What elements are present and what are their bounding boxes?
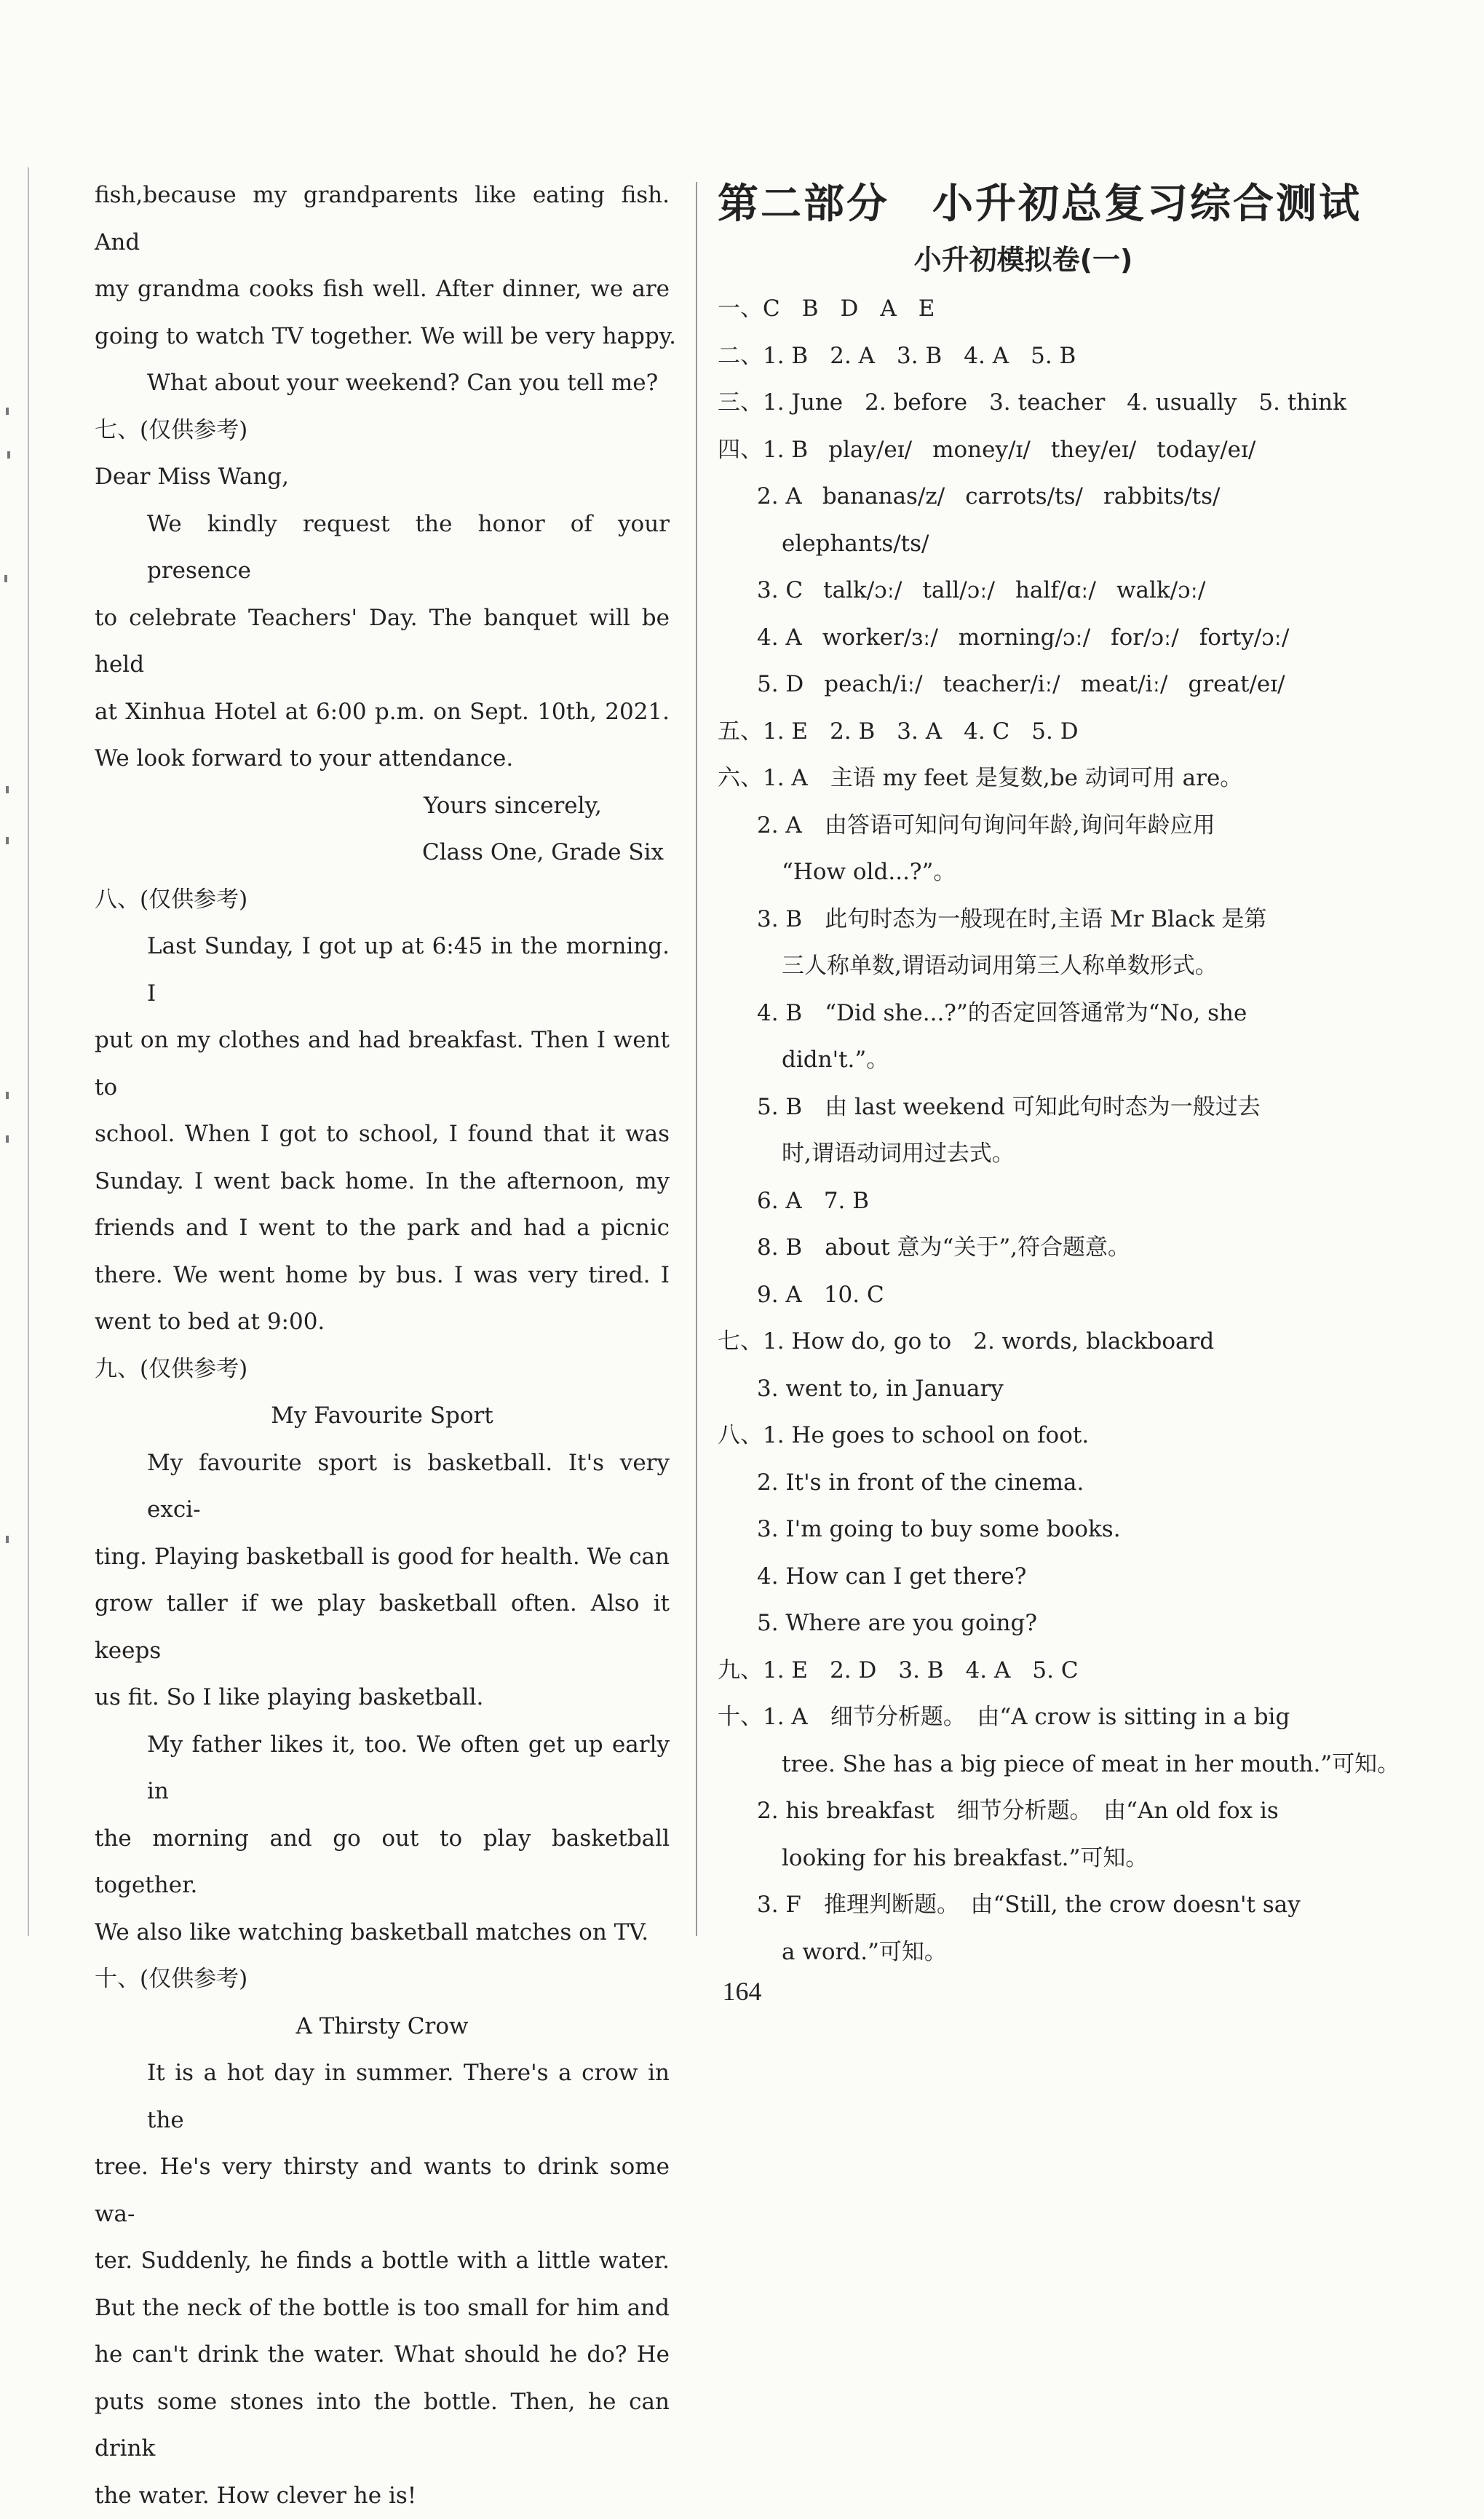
explanation-line: 2. A 由答语可知问句询问年龄,询问年龄应用 [718, 802, 1358, 849]
text-line: tree. He's very thirsty and wants to drink some wa- [95, 2143, 670, 2237]
explanation-line: looking for his breakfast.”可知。 [718, 1835, 1358, 1882]
phonics-line-4 [718, 567, 1358, 614]
phonics-word: morning/ɔː/ [959, 614, 1090, 662]
text-line: Yours sincerely, [95, 782, 670, 830]
phonics-word: carrots/ts/ [965, 473, 1083, 520]
answer: A [880, 295, 896, 322]
text-line: We also like watching basketball matches on TV. [95, 1909, 670, 1956]
answer: E [918, 295, 935, 322]
phonics-word: today/eɪ/ [1156, 427, 1255, 474]
scan-mark [7, 451, 10, 459]
answer-line: 2. It's in front of the cinema. [718, 1459, 1358, 1507]
answer: 三、1. June [718, 389, 843, 416]
answer-line-7 [718, 1272, 1358, 1319]
answer: 2. A [830, 343, 875, 369]
phonics-word: great/eɪ/ [1189, 661, 1285, 708]
text-line: 七、(仅供参考) [95, 407, 670, 454]
answer-line: 5. Where are you going? [718, 1600, 1358, 1647]
exam-subtitle: 小升初模拟卷(一) [718, 237, 1358, 282]
text-line: friends and I went to the park and had a picnic [95, 1205, 670, 1252]
text-line: But the neck of the bottle is too small for him and [95, 2285, 670, 2332]
explanation-line: 六、1. A 主语 my feet 是复数,be 动词可用 are。 [718, 755, 1358, 802]
phonics-word: half/ɑː/ [1015, 567, 1096, 614]
explanation-line: tree. She has a big piece of meat in her mouth.”可知。 [718, 1741, 1358, 1788]
phonics-word: teacher/iː/ [943, 661, 1060, 708]
text-line: put on my clothes and had breakfast. Then I went to [95, 1017, 670, 1111]
column-divider [696, 182, 697, 1936]
phonics-line-6 [718, 661, 1358, 708]
text-line: ter. Suddenly, he finds a bottle with a little water. [95, 2237, 670, 2285]
answer-line-6 [718, 1178, 1358, 1225]
text-line: my grandma cooks fish well. After dinner, we are [95, 266, 670, 313]
phonics-word: walk/ɔː/ [1116, 567, 1205, 614]
phonics-word: worker/ɜː/ [822, 614, 938, 662]
explanation-line: “How old...?”。 [718, 849, 1358, 896]
text-line: the morning and go out to play basketball together. [95, 1815, 670, 1909]
page-edge-line [28, 167, 29, 1936]
answer: 3. teacher [989, 389, 1105, 416]
answer: 七、1. How do, go to [718, 1328, 951, 1354]
scan-mark [6, 1135, 9, 1143]
answer-line-9 [718, 1647, 1358, 1694]
explanation-line: 时,谓语动词用过去式。 [718, 1130, 1358, 1178]
answer: 一、C [718, 295, 780, 322]
answer: 五、1. E [718, 718, 808, 745]
answer-line: 3. went to, in January [718, 1365, 1358, 1413]
answer: 2. B [830, 718, 875, 745]
explanation-line: 3. B 此句时态为一般现在时,主语 Mr Black 是第 [718, 896, 1358, 943]
scan-mark [6, 1536, 9, 1543]
right-column [718, 172, 1358, 1975]
answer-line: 3. I'm going to buy some books. [718, 1506, 1358, 1553]
answer: 四、1. B [718, 427, 808, 474]
answer-line: 4. How can I get there? [718, 1553, 1358, 1600]
phonics-word: peach/iː/ [824, 661, 922, 708]
answer: 3. B [897, 343, 942, 369]
text-line: Class One, Grade Six [95, 829, 670, 876]
answer: 3. C [757, 567, 803, 614]
answer: B [802, 295, 819, 322]
text-line: Dear Miss Wang, [95, 453, 670, 501]
phonics-word: talk/ɔː/ [823, 567, 902, 614]
answer: 5. D [757, 661, 803, 708]
text-line: 十、(仅供参考) [95, 1956, 670, 2003]
text-line: to celebrate Teachers' Day. The banquet will be held [95, 595, 670, 689]
text-line: It is a hot day in summer. There's a crow in the [95, 2050, 670, 2143]
phonics-line-2 [718, 473, 1358, 520]
answer: 2. A [757, 473, 802, 520]
text-line: the water. How clever he is! [95, 2472, 670, 2519]
text-line: us fit. So I like playing basketball. [95, 1674, 670, 1721]
phonics-word: tall/ɔː/ [923, 567, 995, 614]
answer-line-5 [718, 708, 1358, 755]
explanation-line: 8. B about 意为“关于”,符合题意。 [718, 1224, 1358, 1272]
answer: 2. before [865, 389, 967, 416]
answer: 7. B [824, 1188, 869, 1214]
explanation-line: didn't.”。 [718, 1036, 1358, 1084]
phonics-line-3: elephants/ts/ [718, 520, 1358, 568]
text-line: My favourite sport is basketball. It's very exci- [95, 1440, 670, 1534]
text-line: My father likes it, too. We often get up early in [95, 1721, 670, 1815]
scan-mark [6, 837, 9, 844]
text-line: 八、(仅供参考) [95, 876, 670, 924]
phonics-word: for/ɔː/ [1111, 614, 1179, 662]
answer: 10. C [824, 1282, 884, 1308]
answer-line-8 [718, 1318, 1358, 1365]
text-line: puts some stones into the bottle. Then, he can drink [95, 2379, 670, 2472]
explanation-line: 2. his breakfast 细节分析题。 由“An old fox is [718, 1788, 1358, 1835]
scan-mark [4, 575, 7, 582]
answer: 2. words, blackboard [973, 1328, 1214, 1354]
text-line: Sunday. I went back home. In the afternoon, my [95, 1158, 670, 1205]
left-column [95, 172, 670, 2519]
text-line: there. We went home by bus. I was very tired. I [95, 1252, 670, 1299]
phonics-line-5 [718, 614, 1358, 662]
section-title: 第二部分 小升初总复习综合测试 [718, 172, 1358, 237]
text-line: We kindly request the honor of your presence [95, 501, 670, 595]
answer: 9. A [757, 1282, 802, 1308]
answer: 5. C [1032, 1657, 1078, 1683]
answer: 4. A [757, 614, 802, 662]
phonics-line-1 [718, 427, 1358, 474]
answer-line: 八、1. He goes to school on foot. [718, 1412, 1358, 1459]
answer: 二、1. B [718, 343, 808, 369]
phonics-word: meat/iː/ [1081, 661, 1168, 708]
answer: 九、1. E [718, 1657, 808, 1683]
explanation-line: 十、1. A 细节分析题。 由“A crow is sitting in a big [718, 1694, 1358, 1741]
text-line: A Thirsty Crow [95, 2003, 670, 2050]
phonics-word: rabbits/ts/ [1103, 473, 1221, 520]
explanation-line: 三人称单数,谓语动词用第三人称单数形式。 [718, 943, 1358, 990]
answer: 2. D [830, 1657, 876, 1683]
scan-mark [6, 786, 9, 793]
phonics-word: money/ɪ/ [932, 427, 1031, 474]
text-line: school. When I got to school, I found that it was [95, 1111, 670, 1158]
answer: 4. usually [1127, 389, 1237, 416]
answer: 4. C [964, 718, 1009, 745]
answer: 5. D [1031, 718, 1078, 745]
answer: 4. A [964, 343, 1009, 369]
text-line: We look forward to your attendance. [95, 735, 670, 782]
text-line: Last Sunday, I got up at 6:45 in the morning. I [95, 923, 670, 1017]
text-line: grow taller if we play basketball often. Also it keeps [95, 1580, 670, 1674]
text-line: 九、(仅供参考) [95, 1346, 670, 1393]
answer: D [841, 295, 859, 322]
page-number: 164 [0, 1976, 1484, 2007]
text-line: ting. Playing basketball is good for health. We can [95, 1534, 670, 1581]
explanation-line: 5. B 由 last weekend 可知此句时态为一般过去 [718, 1084, 1358, 1131]
text-line: went to bed at 9:00. [95, 1298, 670, 1346]
explanation-line: a word.”可知。 [718, 1929, 1358, 1976]
answer: 3. B [898, 1657, 943, 1683]
scan-mark [6, 1092, 9, 1099]
answer-line-1 [718, 285, 1358, 333]
answer: 3. A [897, 718, 942, 745]
phonics-word: forty/ɔː/ [1199, 614, 1290, 662]
answer: 5. B [1031, 343, 1076, 369]
answer: 5. think [1258, 389, 1346, 416]
answer-line-3 [718, 379, 1358, 427]
answer: 4. A [966, 1657, 1011, 1683]
explanation-line: 4. B “Did she...?”的否定回答通常为“No, she [718, 990, 1358, 1037]
scan-mark [6, 408, 9, 415]
explanation-line: 3. F 推理判断题。 由“Still, the crow doesn't say [718, 1881, 1358, 1929]
answer-line-2 [718, 333, 1358, 380]
phonics-word: play/eɪ/ [828, 427, 912, 474]
text-line: going to watch TV together. We will be very happy. [95, 313, 670, 360]
text-line: fish,because my grandparents like eating fish. And [95, 172, 670, 266]
text-line: What about your weekend? Can you tell me? [95, 360, 670, 407]
phonics-word: they/eɪ/ [1051, 427, 1136, 474]
text-line: at Xinhua Hotel at 6:00 p.m. on Sept. 10th, 2021. [95, 689, 670, 736]
text-line: he can't drink the water. What should he do? He [95, 2331, 670, 2379]
phonics-word: bananas/z/ [822, 473, 945, 520]
answer: 6. A [757, 1188, 802, 1214]
text-line: My Favourite Sport [95, 1392, 670, 1440]
